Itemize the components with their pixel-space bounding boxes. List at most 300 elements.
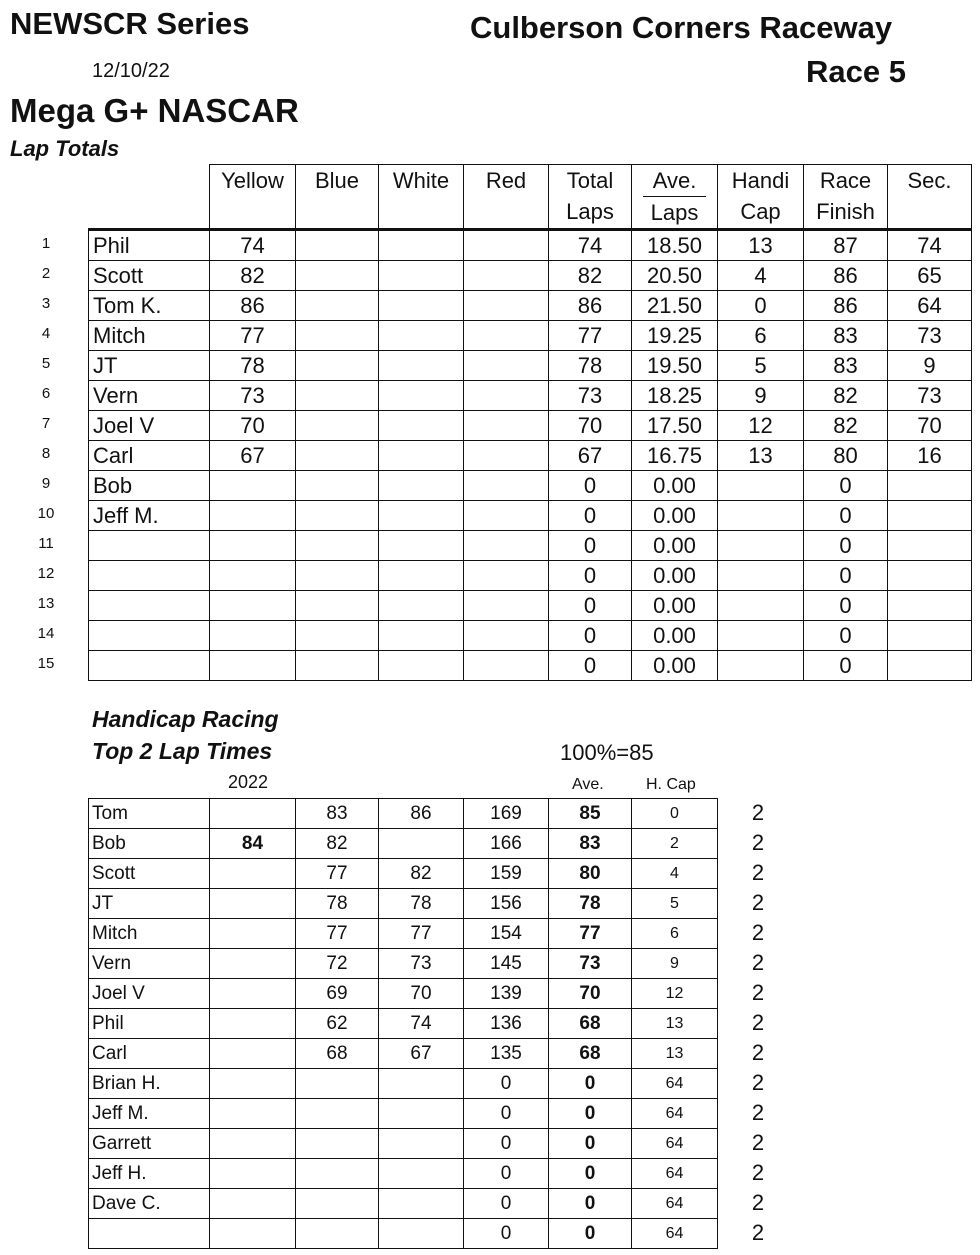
race-count: 2	[751, 950, 765, 975]
row-number: 6	[41, 385, 51, 402]
lap-table-row	[89, 561, 972, 591]
cell-ave: 18.50	[632, 230, 718, 261]
cell-sum: 139	[464, 979, 549, 1009]
cell-finish: 82	[804, 411, 888, 441]
cell-hcap: 64	[632, 1159, 718, 1189]
lap-totals-heading: Lap Totals	[10, 136, 120, 161]
cell-ave: 17.50	[632, 411, 718, 441]
driver-name	[89, 591, 210, 621]
lap-table-row	[89, 321, 972, 351]
cell-white	[379, 501, 464, 531]
cell-y2022	[210, 859, 296, 889]
cell-t1: 77	[296, 919, 379, 949]
cell-white	[379, 321, 464, 351]
handicap-row	[89, 949, 718, 979]
racer-name	[89, 1219, 210, 1249]
lap-table-row	[89, 230, 972, 261]
cell-total: 67	[549, 441, 632, 471]
race-count: 2	[751, 1160, 765, 1185]
lap-table-header	[89, 165, 972, 230]
handicap-row	[89, 1219, 718, 1249]
racer-name: Phil	[89, 1009, 210, 1039]
cell-sum: 0	[464, 1219, 549, 1249]
handicap-table	[88, 798, 718, 1249]
cell-total: 0	[549, 531, 632, 561]
cell-ave: 73	[549, 949, 632, 979]
cell-total: 0	[549, 471, 632, 501]
cell-yellow: 78	[210, 351, 296, 381]
row-number: 9	[41, 475, 51, 492]
cell-sec: 74	[888, 230, 972, 261]
cell-t2: 78	[379, 889, 464, 919]
cell-t2: 77	[379, 919, 464, 949]
cell-blue	[296, 321, 379, 351]
cell-y2022	[210, 1099, 296, 1129]
cell-handicap	[718, 471, 804, 501]
cell-red	[464, 351, 549, 381]
cell-finish: 0	[804, 591, 888, 621]
col-race-finish: Race Finish	[804, 165, 888, 230]
racer-name: Jeff H.	[89, 1159, 210, 1189]
cell-sec	[888, 501, 972, 531]
cell-handicap	[718, 561, 804, 591]
cell-yellow	[210, 651, 296, 681]
cell-yellow: 77	[210, 321, 296, 351]
handicap-row	[89, 1159, 718, 1189]
cell-sum: 156	[464, 889, 549, 919]
cell-sec: 9	[888, 351, 972, 381]
handicap-racing-heading: Handicap Racing	[92, 706, 279, 732]
cell-t2	[379, 1099, 464, 1129]
row-number: 13	[37, 595, 55, 612]
driver-name	[89, 621, 210, 651]
col-white: White	[379, 165, 464, 230]
handicap-row	[89, 919, 718, 949]
cell-t2: 86	[379, 799, 464, 829]
lap-table-row	[89, 471, 972, 501]
cell-t1: 82	[296, 829, 379, 859]
lap-table-row	[89, 621, 972, 651]
handicap-row	[89, 859, 718, 889]
cell-handicap: 5	[718, 351, 804, 381]
cell-yellow	[210, 471, 296, 501]
cell-finish: 87	[804, 230, 888, 261]
cell-sum: 0	[464, 1099, 549, 1129]
cell-hcap: 64	[632, 1099, 718, 1129]
row-number: 14	[37, 625, 55, 642]
cell-finish: 86	[804, 261, 888, 291]
cell-y2022	[210, 979, 296, 1009]
cell-t1: 83	[296, 799, 379, 829]
cell-ave: 77	[549, 919, 632, 949]
cell-ave: 68	[549, 1009, 632, 1039]
cell-total: 0	[549, 561, 632, 591]
cell-ave: 0.00	[632, 621, 718, 651]
racer-name: Mitch	[89, 919, 210, 949]
cell-t1: 77	[296, 859, 379, 889]
cell-sum: 0	[464, 1159, 549, 1189]
cell-handicap: 6	[718, 321, 804, 351]
cell-hcap: 64	[632, 1189, 718, 1219]
col-handicap: Handi Cap	[718, 165, 804, 230]
race-count: 2	[751, 1100, 765, 1125]
cell-hcap: 13	[632, 1039, 718, 1069]
hcap-label: H. Cap	[646, 776, 696, 793]
cell-ave: 19.25	[632, 321, 718, 351]
race-count: 2	[751, 860, 765, 885]
cell-yellow: 82	[210, 261, 296, 291]
cell-finish: 0	[804, 531, 888, 561]
cell-ave: 70	[549, 979, 632, 1009]
cell-total: 0	[549, 621, 632, 651]
cell-t2	[379, 1189, 464, 1219]
cell-red	[464, 230, 549, 261]
col-red: Red	[464, 165, 549, 230]
lap-table-row	[89, 351, 972, 381]
cell-white	[379, 531, 464, 561]
cell-white	[379, 411, 464, 441]
cell-t1: 72	[296, 949, 379, 979]
lap-table-row	[89, 651, 972, 681]
cell-ave: 0	[549, 1219, 632, 1249]
cell-red	[464, 471, 549, 501]
cell-blue	[296, 531, 379, 561]
cell-ave: 78	[549, 889, 632, 919]
handicap-row	[89, 1039, 718, 1069]
cell-sec: 64	[888, 291, 972, 321]
cell-hcap: 9	[632, 949, 718, 979]
race-count: 2	[751, 1190, 765, 1215]
race-date: 12/10/22	[92, 60, 170, 82]
driver-name: Scott	[89, 261, 210, 291]
cell-red	[464, 621, 549, 651]
race-count: 2	[751, 890, 765, 915]
cell-sec	[888, 531, 972, 561]
cell-hcap: 12	[632, 979, 718, 1009]
driver-name	[89, 651, 210, 681]
cell-sec: 70	[888, 411, 972, 441]
cell-red	[464, 501, 549, 531]
cell-t1	[296, 1159, 379, 1189]
cell-ave: 0	[549, 1069, 632, 1099]
percent-note: 100%=85	[560, 740, 654, 765]
cell-finish: 80	[804, 441, 888, 471]
lap-table-row	[89, 381, 972, 411]
cell-ave: 0.00	[632, 561, 718, 591]
cell-ave: 0.00	[632, 531, 718, 561]
cell-handicap	[718, 621, 804, 651]
driver-name: Phil	[89, 230, 210, 261]
cell-sum: 135	[464, 1039, 549, 1069]
racer-name: Garrett	[89, 1129, 210, 1159]
cell-y2022	[210, 1039, 296, 1069]
cell-yellow	[210, 501, 296, 531]
ave-label: Ave.	[572, 776, 604, 793]
driver-name: JT	[89, 351, 210, 381]
row-number: 7	[41, 415, 51, 432]
row-number: 8	[41, 445, 51, 462]
cell-ave: 0	[549, 1189, 632, 1219]
cell-hcap: 64	[632, 1219, 718, 1249]
cell-red	[464, 441, 549, 471]
cell-white	[379, 561, 464, 591]
row-number: 11	[38, 535, 54, 552]
cell-sec: 65	[888, 261, 972, 291]
racer-name: Joel V	[89, 979, 210, 1009]
cell-y2022	[210, 1129, 296, 1159]
cell-handicap	[718, 591, 804, 621]
cell-ave: 0	[549, 1099, 632, 1129]
race-number: Race 5	[806, 54, 906, 89]
cell-yellow	[210, 531, 296, 561]
cell-blue	[296, 411, 379, 441]
cell-sec	[888, 591, 972, 621]
lap-table-row	[89, 411, 972, 441]
cell-t1	[296, 1099, 379, 1129]
cell-red	[464, 651, 549, 681]
handicap-row	[89, 889, 718, 919]
cell-t1: 62	[296, 1009, 379, 1039]
cell-total: 74	[549, 230, 632, 261]
cell-ave: 19.50	[632, 351, 718, 381]
cell-y2022	[210, 799, 296, 829]
cell-sum: 145	[464, 949, 549, 979]
cell-sec	[888, 651, 972, 681]
cell-yellow	[210, 591, 296, 621]
driver-name: Joel V	[89, 411, 210, 441]
cell-t2: 74	[379, 1009, 464, 1039]
cell-white	[379, 441, 464, 471]
cell-ave: 85	[549, 799, 632, 829]
cell-blue	[296, 291, 379, 321]
lap-table-row	[89, 591, 972, 621]
cell-t1	[296, 1189, 379, 1219]
cell-hcap: 5	[632, 889, 718, 919]
cell-blue	[296, 591, 379, 621]
cell-total: 78	[549, 351, 632, 381]
cell-total: 77	[549, 321, 632, 351]
driver-name: Jeff M.	[89, 501, 210, 531]
cell-handicap	[718, 651, 804, 681]
cell-blue	[296, 441, 379, 471]
lap-table-row	[89, 261, 972, 291]
cell-red	[464, 291, 549, 321]
cell-red	[464, 381, 549, 411]
cell-handicap: 13	[718, 441, 804, 471]
raceway-title: Culberson Corners Raceway	[470, 10, 893, 45]
handicap-row	[89, 1189, 718, 1219]
cell-white	[379, 230, 464, 261]
cell-yellow: 70	[210, 411, 296, 441]
header-blank-cell	[89, 165, 210, 230]
cell-total: 70	[549, 411, 632, 441]
cell-white	[379, 261, 464, 291]
col-yellow: Yellow	[210, 165, 296, 230]
cell-yellow: 86	[210, 291, 296, 321]
cell-red	[464, 321, 549, 351]
cell-sum: 159	[464, 859, 549, 889]
cell-blue	[296, 230, 379, 261]
cell-hcap: 6	[632, 919, 718, 949]
cell-ave: 68	[549, 1039, 632, 1069]
cell-finish: 0	[804, 471, 888, 501]
cell-yellow: 73	[210, 381, 296, 411]
cell-handicap: 0	[718, 291, 804, 321]
driver-name: Carl	[89, 441, 210, 471]
cell-total: 86	[549, 291, 632, 321]
cell-total: 0	[549, 501, 632, 531]
cell-blue	[296, 351, 379, 381]
row-number: 5	[41, 355, 51, 372]
cell-hcap: 2	[632, 829, 718, 859]
cell-handicap: 12	[718, 411, 804, 441]
cell-sum: 136	[464, 1009, 549, 1039]
col-ave-laps: Ave. Laps	[632, 165, 718, 230]
cell-t2: 82	[379, 859, 464, 889]
racer-name: Dave C.	[89, 1189, 210, 1219]
cell-sum: 154	[464, 919, 549, 949]
cell-finish: 86	[804, 291, 888, 321]
year-label: 2022	[228, 772, 269, 792]
cell-t2	[379, 1219, 464, 1249]
cell-blue	[296, 561, 379, 591]
col-total-laps: Total Laps	[549, 165, 632, 230]
cell-hcap: 64	[632, 1129, 718, 1159]
cell-sum: 0	[464, 1129, 549, 1159]
racer-name: Brian H.	[89, 1069, 210, 1099]
cell-t1	[296, 1069, 379, 1099]
cell-sum: 169	[464, 799, 549, 829]
cell-red	[464, 261, 549, 291]
cell-red	[464, 591, 549, 621]
col-blue: Blue	[296, 165, 379, 230]
cell-total: 0	[549, 591, 632, 621]
cell-hcap: 0	[632, 799, 718, 829]
cell-white	[379, 651, 464, 681]
cell-handicap: 4	[718, 261, 804, 291]
cell-ave: 0.00	[632, 591, 718, 621]
cell-y2022	[210, 1159, 296, 1189]
cell-handicap: 13	[718, 230, 804, 261]
handicap-row	[89, 1009, 718, 1039]
cell-t2	[379, 1159, 464, 1189]
cell-total: 82	[549, 261, 632, 291]
handicap-row	[89, 979, 718, 1009]
racer-name: JT	[89, 889, 210, 919]
cell-t2: 67	[379, 1039, 464, 1069]
cell-finish: 83	[804, 351, 888, 381]
cell-t1: 78	[296, 889, 379, 919]
cell-yellow	[210, 561, 296, 591]
cell-red	[464, 411, 549, 441]
cell-finish: 0	[804, 561, 888, 591]
cell-ave: 80	[549, 859, 632, 889]
race-count: 2	[751, 1010, 765, 1035]
race-count: 2	[751, 830, 765, 855]
cell-y2022	[210, 919, 296, 949]
cell-ave: 0.00	[632, 651, 718, 681]
cell-sec	[888, 471, 972, 501]
cell-y2022	[210, 1219, 296, 1249]
cell-sec	[888, 621, 972, 651]
cell-sec: 73	[888, 321, 972, 351]
cell-ave: 0.00	[632, 501, 718, 531]
cell-yellow: 67	[210, 441, 296, 471]
cell-sum: 0	[464, 1069, 549, 1099]
cell-y2022	[210, 889, 296, 919]
race-count: 2	[751, 1130, 765, 1155]
driver-name	[89, 531, 210, 561]
cell-sum: 0	[464, 1189, 549, 1219]
racer-name: Vern	[89, 949, 210, 979]
racer-name: Bob	[89, 829, 210, 859]
racer-name: Carl	[89, 1039, 210, 1069]
driver-name: Bob	[89, 471, 210, 501]
cell-sum: 166	[464, 829, 549, 859]
cell-ave: 83	[549, 829, 632, 859]
row-number: 1	[41, 235, 51, 252]
cell-t2	[379, 1069, 464, 1099]
race-count: 2	[751, 1040, 765, 1065]
row-number: 15	[37, 655, 55, 672]
top-2-lap-times-heading: Top 2 Lap Times	[92, 738, 273, 764]
handicap-row	[89, 1129, 718, 1159]
cell-red	[464, 531, 549, 561]
cell-white	[379, 351, 464, 381]
cell-blue	[296, 261, 379, 291]
cell-t2	[379, 1129, 464, 1159]
driver-name	[89, 561, 210, 591]
cell-blue	[296, 471, 379, 501]
cell-blue	[296, 621, 379, 651]
cell-handicap: 9	[718, 381, 804, 411]
cell-ave: 0.00	[632, 471, 718, 501]
cell-y2022	[210, 1189, 296, 1219]
cell-handicap	[718, 531, 804, 561]
cell-white	[379, 291, 464, 321]
cell-yellow	[210, 621, 296, 651]
row-number: 4	[41, 325, 51, 342]
cell-blue	[296, 501, 379, 531]
cell-y2022	[210, 1009, 296, 1039]
lap-totals-table	[88, 164, 972, 681]
cell-finish: 0	[804, 651, 888, 681]
cell-finish: 82	[804, 381, 888, 411]
handicap-row	[89, 1069, 718, 1099]
cell-ave: 0	[549, 1159, 632, 1189]
cell-handicap	[718, 501, 804, 531]
cell-white	[379, 621, 464, 651]
cell-y2022	[210, 949, 296, 979]
race-count: 2	[751, 1070, 765, 1095]
row-number: 3	[41, 295, 51, 312]
row-number: 12	[37, 565, 55, 582]
cell-white	[379, 381, 464, 411]
cell-finish: 83	[804, 321, 888, 351]
cell-blue	[296, 381, 379, 411]
cell-white	[379, 471, 464, 501]
race-count: 2	[751, 1220, 765, 1245]
cell-ave: 20.50	[632, 261, 718, 291]
driver-name: Tom K.	[89, 291, 210, 321]
cell-ave: 18.25	[632, 381, 718, 411]
cell-t2: 70	[379, 979, 464, 1009]
cell-sec	[888, 561, 972, 591]
cell-y2022	[210, 1069, 296, 1099]
cell-red	[464, 561, 549, 591]
cell-finish: 0	[804, 501, 888, 531]
cell-t1: 68	[296, 1039, 379, 1069]
